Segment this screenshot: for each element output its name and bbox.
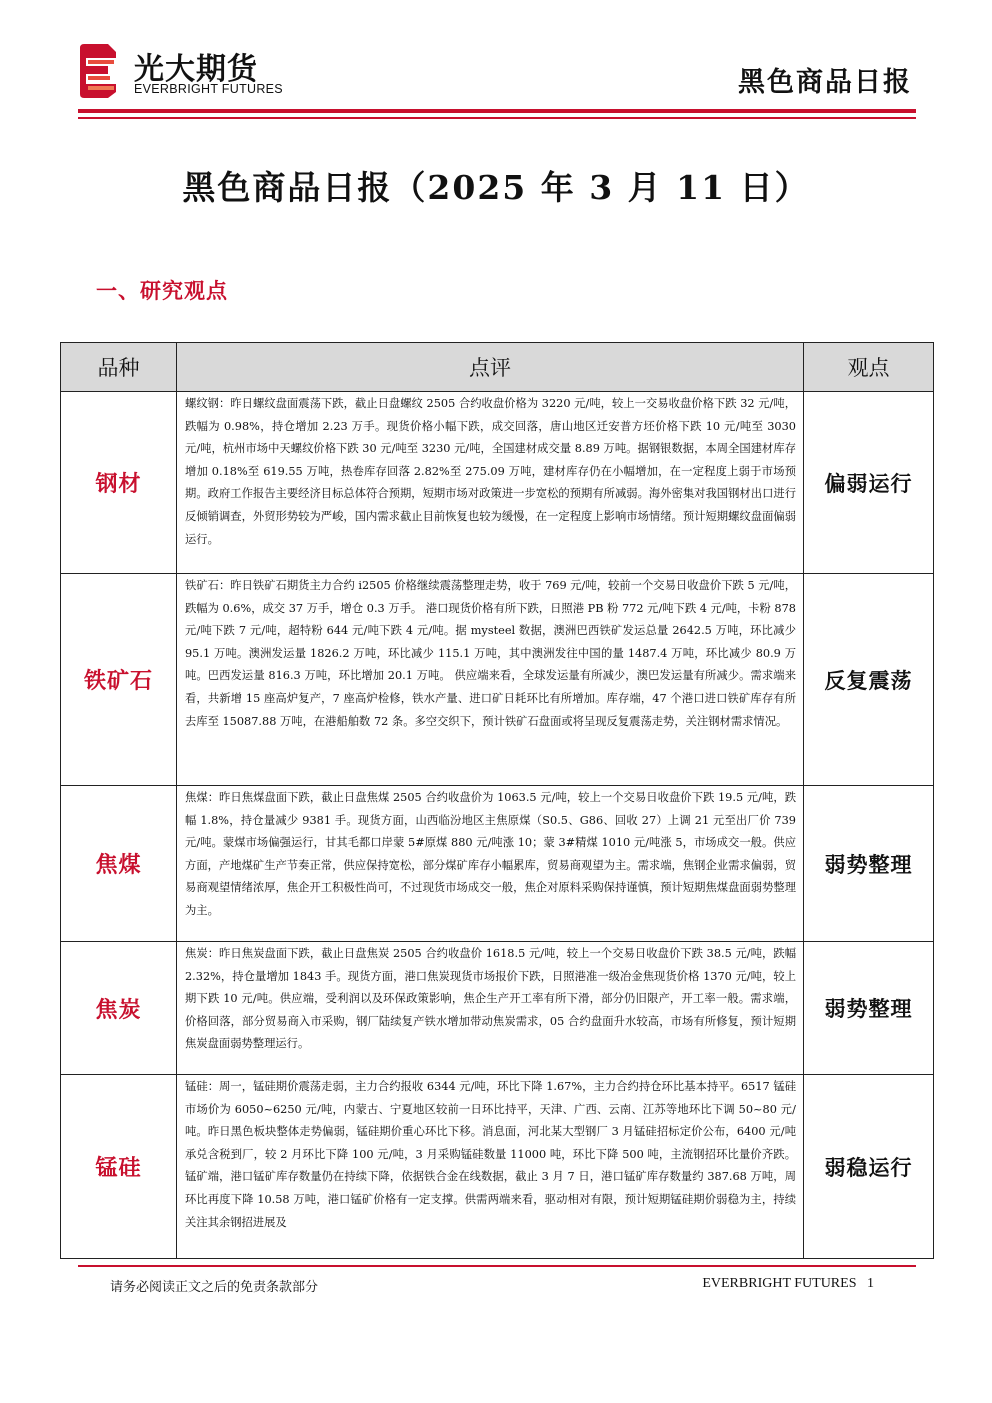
variety-cell: 钢材: [61, 392, 177, 574]
table-header-row: [61, 343, 934, 392]
comment-cell: 铁矿石：昨日铁矿石期货主力合约 i2505 价格继续震荡整理走势，收于 769 元/吨，较前一个交易日收盘价下跌 5 元/吨，跌幅为 0.6%，成交 37 万手，增仓 0.3 万手。 港口现货价格有所下跌，日照港 PB 粉 772 元/吨下跌 4 元/吨，卡粉 878 元/吨下跌 7 元/吨，超特粉 644 元/吨下跌 4 元/吨。据 mysteel 数据，澳洲巴西铁矿发运总量 2642.5 万吨，环比减少 95.1 万吨。澳洲发运量 1826.2 万吨，环比减少 115.1 万吨，其中澳洲发往中国的量 1487.4 万吨，环比减少 80.9 万吨。巴西发运量 816.3 万吨，环比增加 20.1 万吨。 供应端来看，全球发运量有所减少，澳巴发运量有所减少。需求端来看，共新增 15 座高炉复产，7 座高炉检修，铁水产量、进口矿日耗环比有所增加。库存端，47 个港口进口铁矿库存有所去库至 15087.88 万吨，在港船舶数 72 条。多空交织下，预计铁矿石盘面或将呈现反复震荡走势，关注钢材需求情况。: [177, 574, 804, 786]
research-views-table: [60, 342, 934, 1259]
footer-brand: EVERBRIGHT FUTURES: [702, 1276, 857, 1291]
document-title: 黑色商品日报（2025 年 3 月 11 日）: [182, 168, 810, 207]
view-cell: 反复震荡: [804, 574, 934, 786]
footer-divider: [78, 1265, 916, 1267]
section-heading: 一、研究观点: [96, 278, 228, 303]
header-divider-thick: [78, 109, 916, 113]
logo-chinese-text: 光大期货: [134, 52, 258, 87]
footer-disclaimer: 请务必阅读正文之后的免责条款部分: [110, 1280, 319, 1295]
header-variety: 品种: [61, 343, 177, 392]
logo-mark-icon: [78, 42, 118, 100]
comment-text: 锰硅：周一，锰硅期价震荡走弱，主力合约报收 6344 元/吨，环比下降 1.67%，主力合约持仓环比基本持平。6517 锰硅市场价为 6050~6250 元/吨，内蒙古、宁夏地区较前一日环比持平，天津、广西、云南、江苏等地环比下调 50~80 元/吨。昨日黑色板块整体走势偏弱，锰硅期价重心环比下移。消息面，河北某大型钢厂 3 月锰硅招标定价公布，6400 元/吨承兑含税到厂，较 2 月环比下降 100 元/吨，3 月采购锰硅数量 11000 吨，环比下降 500 吨，主流钢招环比量价齐跌。锰矿端，港口锰矿库存数量仍在持续下降，依据铁合金在线数据，截止 3 月 7 日，港口锰矿库存数量约 387.68 万吨，周环比再度下降 10.58 万吨，港口锰矿价格有一定支撑。供需两端来看，驱动相对有限，预计短期锰硅期价弱稳为主，持续关注其余钢招进展及: [185, 1080, 796, 1229]
table-row: [61, 392, 934, 574]
variety-cell: 焦煤: [61, 786, 177, 942]
table-row: [61, 1075, 934, 1259]
view-cell: 弱势整理: [804, 942, 934, 1075]
comment-cell: 螺纹钢：昨日螺纹盘面震荡下跌，截止日盘螺纹 2505 合约收盘价格为 3220 元/吨，较上一交易收盘价格下跌 32 元/吨，跌幅为 0.98%，持仓增加 2.23 万手。现货价格小幅下跌，成交回落，唐山地区迁安普方坯价格下跌 10 元/吨至 3030 元/吨，杭州市场中天螺纹价格下跌 30 元/吨至 3230 元/吨，全国建材成交量 8.89 万吨。据钢银数据，本周全国建材库存增加 0.18%至 619.55 万吨，热卷库存回落 2.82%至 275.09 万吨，建材库存仍在小幅增加，在一定程度上弱于市场预期。政府工作报告主要经济目标总体符合预期，短期市场对政策进一步宽松的预期有所减弱。海外密集对我国钢材出口进行反倾销调查，外贸形势较为严峻，国内需求截止目前恢复也较为缓慢，在一定程度上影响市场情绪。预计短期螺纹盘面偏弱运行。: [177, 392, 804, 574]
view-cell: 偏弱运行: [804, 392, 934, 574]
comment-cell: [177, 1075, 804, 1259]
variety-cell: 焦炭: [61, 942, 177, 1075]
table-row: [61, 786, 934, 942]
report-name: 黑色商品日报: [738, 67, 912, 98]
logo-english-text: EVERBRIGHT FUTURES: [134, 82, 283, 96]
table-row: [61, 574, 934, 786]
company-logo: [78, 42, 283, 102]
variety-cell: 铁矿石: [61, 574, 177, 786]
header-divider-thin: [78, 117, 916, 119]
footer-brand-page: [702, 1276, 874, 1292]
page-number: 1: [867, 1276, 874, 1291]
comment-cell: 焦煤：昨日焦煤盘面下跌，截止日盘焦煤 2505 合约收盘价为 1063.5 元/吨，较上一个交易日收盘价下跌 19.5 元/吨，跌幅 1.8%，持仓量减少 9381 手。现货方面，山西临汾地区主焦原煤（S0.5、G86、回收 27）上调 21 元至出厂价 739 元/吨。蒙煤市场偏强运行，甘其毛都口岸蒙 5#原煤 880 元/吨涨 10；蒙 3#精煤 1010 元/吨涨 5，市场成交一般。供应方面，产地煤矿生产节奏正常，供应保持宽松，部分煤矿库存小幅累库，贸易商观望为主。需求端，焦钢企业需求偏弱，贸易商观望情绪浓厚，焦企开工积极性尚可，不过现货市场成交一般，焦企对原料采购保持谨慎，预计短期焦煤盘面弱势整理为主。: [177, 786, 804, 942]
header-view: 观点: [804, 343, 934, 392]
view-cell: 弱稳运行: [804, 1075, 934, 1259]
view-cell: 弱势整理: [804, 786, 934, 942]
header-comment: 点评: [177, 343, 804, 392]
page-header: [0, 0, 992, 125]
comment-cell: 焦炭：昨日焦炭盘面下跌，截止日盘焦炭 2505 合约收盘价 1618.5 元/吨，较上一个交易日收盘价下跌 38.5 元/吨，跌幅 2.32%，持仓量增加 1843 手。现货方面，港口焦炭现货市场报价下跌，日照港准一级冶金焦现货价格 1370 元/吨，较上期下跌 10 元/吨。供应端，受利润以及环保政策影响，焦企生产开工率有所下滑，部分仍旧限产，开工率一般。需求端，价格回落，部分贸易商入市采购，钢厂陆续复产铁水增加带动焦炭需求，05 合约盘面升水较高，市场有所修复，预计短期焦炭盘面弱势整理运行。: [177, 942, 804, 1075]
variety-cell: 锰硅: [61, 1075, 177, 1259]
table-row: [61, 942, 934, 1075]
